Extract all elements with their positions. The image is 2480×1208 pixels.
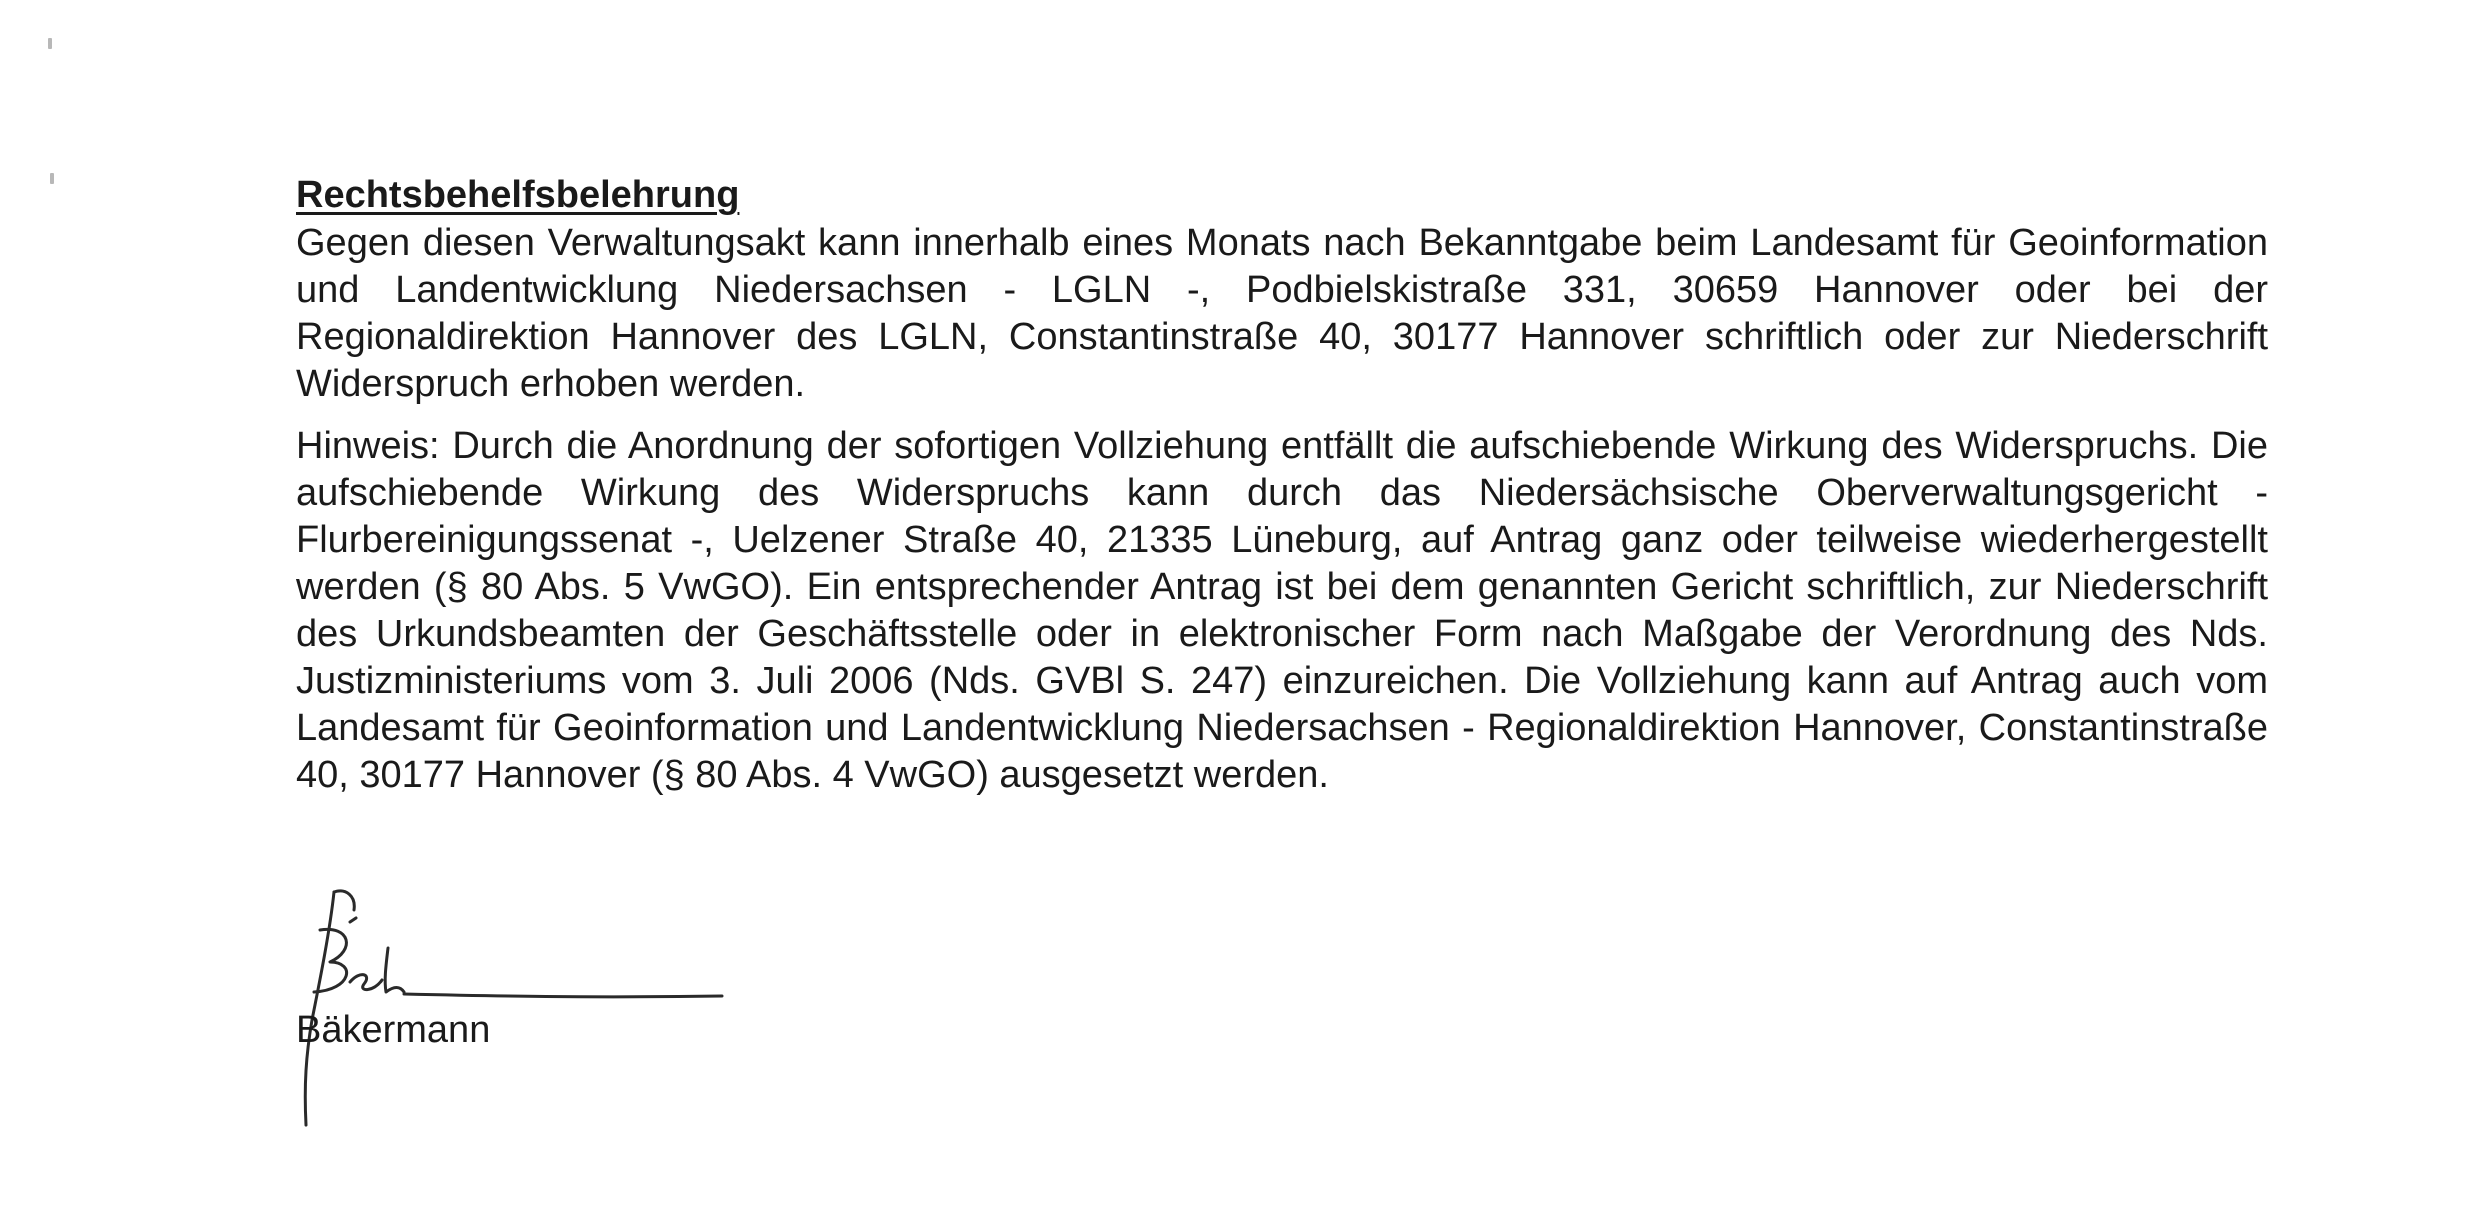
scan-artifact-mark (50, 173, 54, 184)
section-heading: Rechtsbehelfsbelehrung (296, 174, 740, 216)
note-paragraph: Hinweis: Durch die Anordnung der sofortigen Vollziehung entfällt die aufschiebende Wirkung des Widerspruchs. Die aufschiebende Wirkung des Widerspruchs kann durch das Niedersächsische Oberverwaltungsgericht - Flurbereinigungssenat -, Uelzener Straße 40, 21335 Lüneburg, auf Antrag ganz oder teilweise wiederhergestellt werden (§ 80 Abs. 5 VwGO). Ein entsprechender Antrag ist bei dem genannten Gericht schriftlich, zur Niederschrift des Urkundsbeamten der Geschäftsstelle oder in elektronischer Form nach Maßgabe der Verordnung des Nds. Justizministeriums vom 3. Juli 2006 (Nds. GVBl S. 247) einzureichen. Die Vollziehung kann auf Antrag auch vom Landesamt für Geoinformation und Landentwicklung Niedersachsen - Regionaldirektion Hannover, Constantinstraße 40, 30177 Hannover (§ 80 Abs. 4 VwGO) ausgesetzt werden. (296, 425, 2268, 796)
document-body (296, 172, 2268, 799)
scan-artifact-mark (48, 38, 52, 49)
signature-block (290, 870, 750, 1140)
signer-name: Bäkermann (296, 1009, 491, 1051)
handwritten-signature (290, 870, 750, 1140)
objection-paragraph: Gegen diesen Verwaltungsakt kann innerhalb eines Monats nach Bekanntgabe beim Landesamt für Geoinformation und Landentwicklung Niedersachsen - LGLN -, Podbielskistraße 331, 30659 Hannover oder bei der Regionaldirektion Hannover des LGLN, Constantinstraße 40, 30177 Hannover schriftlich oder zur Niederschrift Widerspruch erhoben werden. (296, 222, 2268, 405)
